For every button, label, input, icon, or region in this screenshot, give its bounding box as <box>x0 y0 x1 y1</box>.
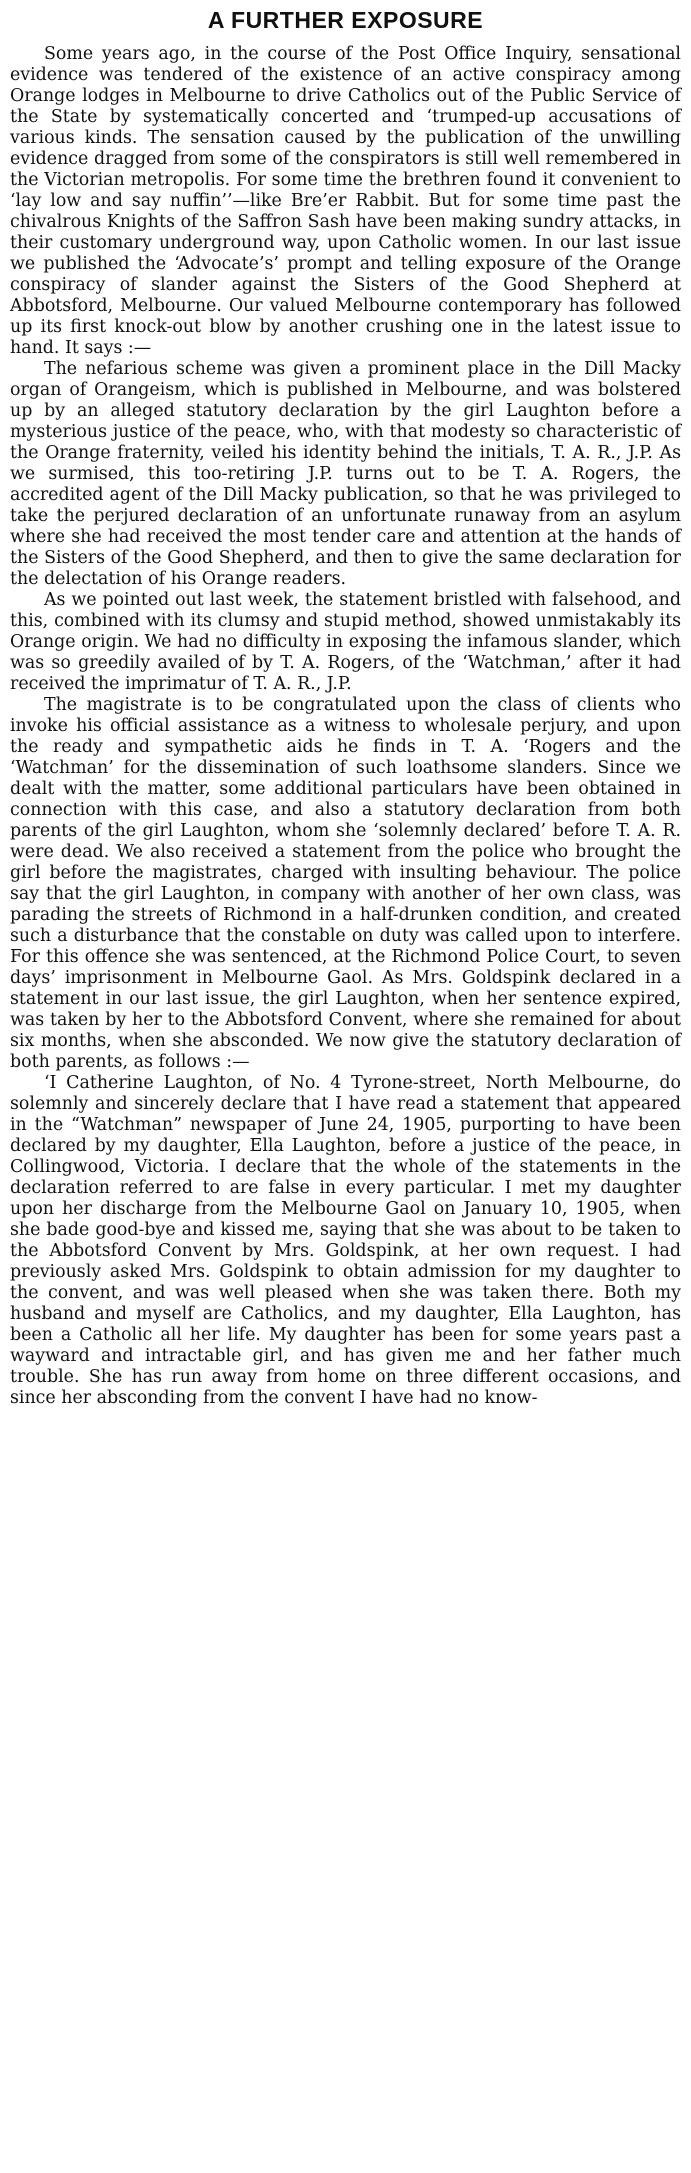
article-paragraph: The nefarious scheme was given a prominent place in the Dill Macky organ of Orangeism, which is published in Melbourne, and was bolstered up by an alleged statutory declaration by the girl Laughton before a mysterious justice of the peace, who, with that modesty so characteristic of the Orange fraternity, veiled his identity behind the initials, T. A. R., J.P. As we surmised, this too-retiring J.P. turns out to be T. A. Rogers, the accredited agent of the Dill Macky publication, so that he was privileged to take the perjured declaration of an unfortunate runaway from an asylum where she had received the most tender care and attention at the hands of the Sisters of the Good Shepherd, and then to give the same declaration for the delectation of his Orange readers. <box>10 359 681 589</box>
article-title: A FURTHER EXPOSURE <box>207 7 484 33</box>
declaration-paragraph: ‘I Catherine Laughton, of No. 4 Tyrone-street, North Melbourne, do solemnly and sincerely declare that I have read a statement that appeared in the “Watchman” newspaper of June 24, 1905, purporting to have been declared by my daughter, Ella Laughton, before a justice of the peace, in Collingwood, Victoria. I declare that the whole of the statements in the declaration referred to are false in every particular. I met my daughter upon her discharge from the Melbourne Gaol on January 10, 1905, when she bade good-bye and kissed me, saying that she was about to be taken to the Abbotsford Convent by Mrs. Goldspink, at her own request. I had previously asked Mrs. Goldspink to obtain admission for my daughter to the convent, and was well pleased when she was taken there. Both my husband and myself are Catholics, and my daughter, Ella Laughton, has been a Catholic all her life. My daughter has been for some years past a wayward and intractable girl, and has given me and her father much trouble. She has run away from home on three different occasions, and since her absconding from the convent I have had no know- <box>10 1073 681 1408</box>
article-paragraph: Some years ago, in the course of the Post Office Inquiry, sensational evidence was tendered of the existence of an active conspiracy among Orange lodges in Melbourne to drive Catholics out of the Public Service of the State by systematically concerted and ‘trumped-up accusations of various kinds. The sensation caused by the publication of the unwilling evidence dragged from some of the conspirators is still well remembered in the Victorian metropolis. For some time the brethren found it convenient to ‘lay low and say nuffin’’—like Bre’er Rabbit. But for some time past the chivalrous Knights of the Saffron Sash have been making sundry attacks, in their customary underground way, upon Catholic women. In our last issue we published the ‘Advocate’s’ prompt and telling exposure of the Orange conspiracy of slander against the Sisters of the Good Shepherd at Abbotsford, Melbourne. Our valued Melbourne contemporary has followed up its first knock-out blow by another crushing one in the latest issue to hand. It says :— <box>10 44 681 358</box>
article-body <box>10 44 681 1409</box>
article-paragraph: As we pointed out last week, the statement bristled with falsehood, and this, combined with its clumsy and stupid method, showed unmistakably its Orange origin. We had no difficulty in exposing the infamous slander, which was so greedily availed of by T. A. Rogers, of the ‘Watchman,’ after it had received the imprimatur of T. A. R., J.P. <box>10 590 681 694</box>
statutory-declaration <box>10 1073 681 1409</box>
article-paragraph: The magistrate is to be congratulated upon the class of clients who invoke his official assistance as a witness to wholesale perjury, and upon the ready and sympathetic aids he finds in T. A. ‘Rogers and the ‘Watchman’ for the dissemination of such loathsome slanders. Since we dealt with the matter, some additional particulars have been obtained in connection with this case, and also a statutory declaration from both parents of the girl Laughton, whom she ‘solemnly declared’ before T. A. R. were dead. We also received a statement from the police who brought the girl before the magistrates, charged with insulting behaviour. The police say that the girl Laughton, in company with another of her own class, was parading the streets of Richmond in a half-drunken condition, and created such a disturbance that the constable on duty was called upon to interfere. For this offence she was sentenced, at the Richmond Police Court, to seven days’ imprisonment in Melbourne Gaol. As Mrs. Goldspink declared in a statement in our last issue, the girl Laughton, when her sentence expired, was taken by her to the Abbotsford Convent, where she remained for about six months, when she absconded. We now give the statutory declaration of both parents, as follows :— <box>10 695 681 1072</box>
